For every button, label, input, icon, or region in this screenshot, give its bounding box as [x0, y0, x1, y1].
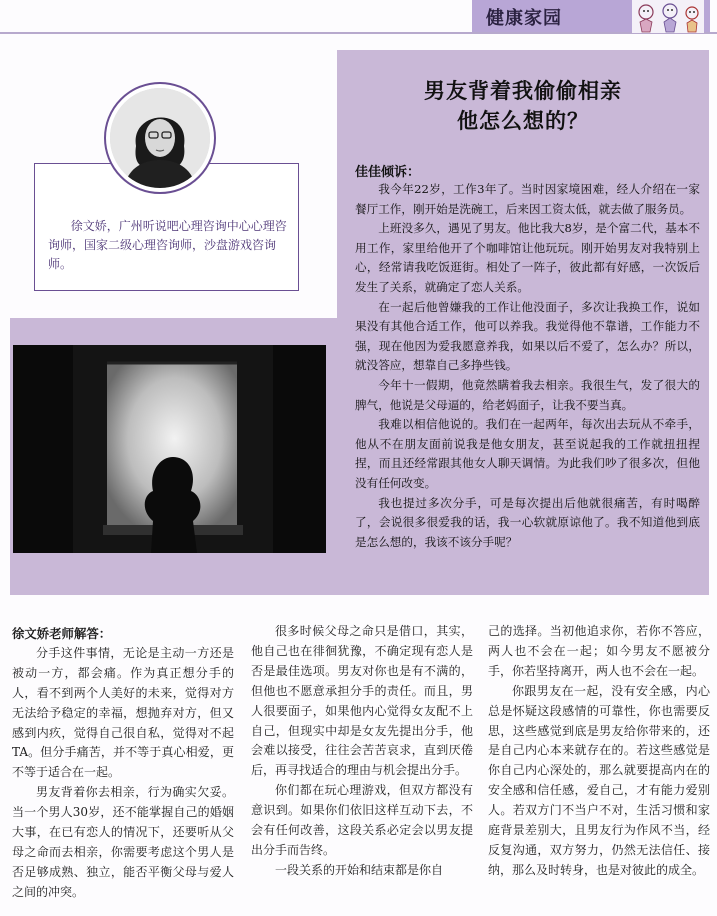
headline-line-1: 男友背着我偷偷相亲 — [424, 78, 622, 103]
letter-body — [355, 180, 700, 552]
letter-paragraph: 在一起后他曾嫌我的工作让他没面子，多次让我换工作，说如果没有其他合适工作，他可以养我。我觉得他不靠谱，工作能力不强，现在他因为爱我愿意养我，如果以后不爱了，怎么办？所以，就没答应，想靠自己多挣些钱。 — [355, 299, 700, 373]
letter-paragraph: 我今年22岁，工作3年了。当时因家境困难，经人介绍在一家餐厅工作，刚开始是洗碗工，后来因工资太低，就去做了服务员。 — [355, 182, 700, 216]
author-bio: 徐文娇，广州听说吧心理咨询中心心理咨询师，国家二级心理咨询师，沙盘游戏咨询师。 — [48, 219, 287, 271]
answer-column-2 — [251, 622, 473, 881]
answer-column-3 — [488, 622, 710, 881]
answer-paragraph: 你们都在玩心理游戏，但双方都没有意识到。如果你们依旧这样互动下去，不会有任何改善，这段关系必定会以男友提出分手而告终。 — [251, 783, 473, 857]
answer-paragraph: 很多时候父母之命只是借口，其实，他自己也在徘徊犹豫，不确定现有恋人是否是最佳选项。男友对你也是有不满的，但他也不愿意承担分手的责任。而且，男人很要面子，如果他内心觉得女友配不上自己，但现实中却是女友先提出分手，他会难以接受，往往会苦苦哀求，直到厌倦后，再寻找适合的理由与机会提出分手。 — [251, 624, 473, 778]
letter-paragraph: 今年十一假期，他竟然瞒着我去相亲。我很生气，发了很大的脾气，他说是父母逼的，给老妈面子，让我不要当真。 — [355, 377, 700, 412]
section-title: 健康家园 — [486, 8, 562, 29]
headline-line-2: 他怎么想的？ — [457, 108, 589, 133]
cartoon-characters-decoration-icon — [632, 0, 704, 33]
answer-paragraph: 己的选择。当初他追求你，若你不答应，两人也不会在一起；如今男友不愿被分手，你若坚持离开，两人也不会在一起。 — [488, 624, 710, 678]
author-avatar — [110, 88, 210, 188]
article-headline — [342, 76, 704, 136]
letter-paragraph: 我难以相信他说的。我们在一起两年，每次出去玩从不牵手，他从不在朋友面前说我是他女朋友，甚至说起我的工作就扭扭捏捏，而且还经常跟其他女人聊天调情。为此我们吵了很多次，但他没有任何改变。 — [355, 417, 700, 490]
letter-paragraph: 我也提过多次分手，可是每次提出后他就很痛苦，有时喝醉了，会说很多很爱我的话，我一心软就原谅他了。我不知道他到底是怎么想的，我该不该分手呢？ — [355, 495, 700, 549]
header-rule — [0, 32, 717, 34]
answer-paragraph: 一段关系的开始和结束都是你自 — [275, 862, 444, 877]
answer-label: 徐文娇老师解答： — [12, 626, 112, 641]
answer-paragraph: 男友背着你去相亲，行为确实欠妥。当一个男人30岁，还不能掌握自己的婚姻大事，在已有恋人的情况下，还要听从父母之命而去相亲，你需要考虑这个男人是否足够成熟、独立，能否平衡父母与爱人之间的冲突。 — [12, 785, 234, 899]
letter-paragraph: 上班没多久，遇见了男友。他比我大8岁，是个富二代，基本不用工作，家里给他开了个咖啡馆让他玩玩。刚开始男友对我特别上心，经常请我吃饭逛街。相处了一阵子，彼此都有好感，一次饭后发生了关系，就确定了恋人关系。 — [355, 221, 700, 294]
answer-column-1 — [12, 624, 234, 903]
answer-paragraph: 你跟男友在一起，没有安全感，内心总是怀疑这段感情的可靠性，你也需要反思，这些感觉到底是男友给你带来的，还是自己内心本来就存在的。若这些感觉是你自己内心深处的，那么就要提高内在的安全感和信任感，爱自己，才有能力爱别人。若双方门不当户不对，生活习惯和家庭背景差别大，且男友行为作风不当，经反复沟通，双方努力，仍然无法信任、接纳，那么及时转身，也是对彼此的成全。 — [488, 683, 710, 877]
window-silhouette-photo — [13, 345, 326, 553]
letter-label: 佳佳倾诉： — [355, 165, 421, 180]
answer-paragraph: 分手这件事情，无论是主动一方还是被动一方，都会痛。作为真正想分手的人，看不到两个人美好的未来，觉得对方无法给予稳定的幸福，想抛弃对方，但又感到内疚，觉得自己很自私，觉得对不起TA。但分手痛苦，并不等于真心相爱，更不等于适合在一起。 — [12, 645, 234, 780]
